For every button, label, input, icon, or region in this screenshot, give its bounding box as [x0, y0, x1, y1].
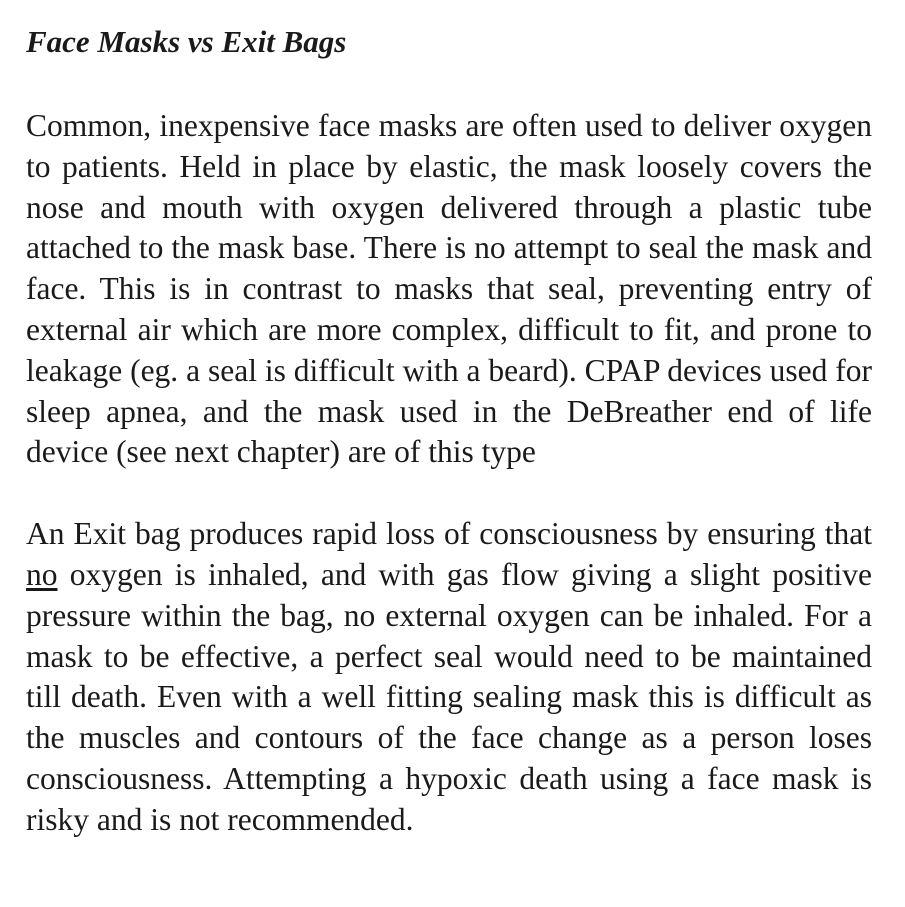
- underlined-word-no: no: [26, 556, 58, 592]
- paragraph-exit-bags-part1: An Exit bag produces rapid loss of consciousness by ensuring that: [26, 516, 872, 552]
- document-page: [26, 22, 872, 882]
- paragraph-exit-bags: [26, 514, 872, 840]
- paragraph-face-masks: Common, inexpensive face masks are often used to deliver oxygen to patients. Held in place by elastic, the mask loosely covers the nose and mouth with oxygen delivered through a plastic tube attached to the mask base. There is no attempt to seal the mask and face. This is in contrast to masks that seal, preventing entry of external air which are more complex, difficult to fit, and prone to leakage (eg. a seal is difficult with a beard). CPAP devices used for sleep apnea, and the mask used in the DeBreather end of life device (see next chapter) are of this type: [26, 108, 872, 470]
- paragraph-exit-bags-part2: oxygen is inhaled, and with gas flow giving a slight positive pressure within the bag, no external oxygen can be inhaled. For a mask to be effective, a perfect seal would need to be maintained till death. Even with a well fitting sealing mask this is difficult as the muscles and contours of the face change as a person loses consciousness. Attempting a hypoxic death using a face mask is risky and is not recommended.: [26, 556, 872, 837]
- section-title: Face Masks vs Exit Bags: [26, 24, 347, 59]
